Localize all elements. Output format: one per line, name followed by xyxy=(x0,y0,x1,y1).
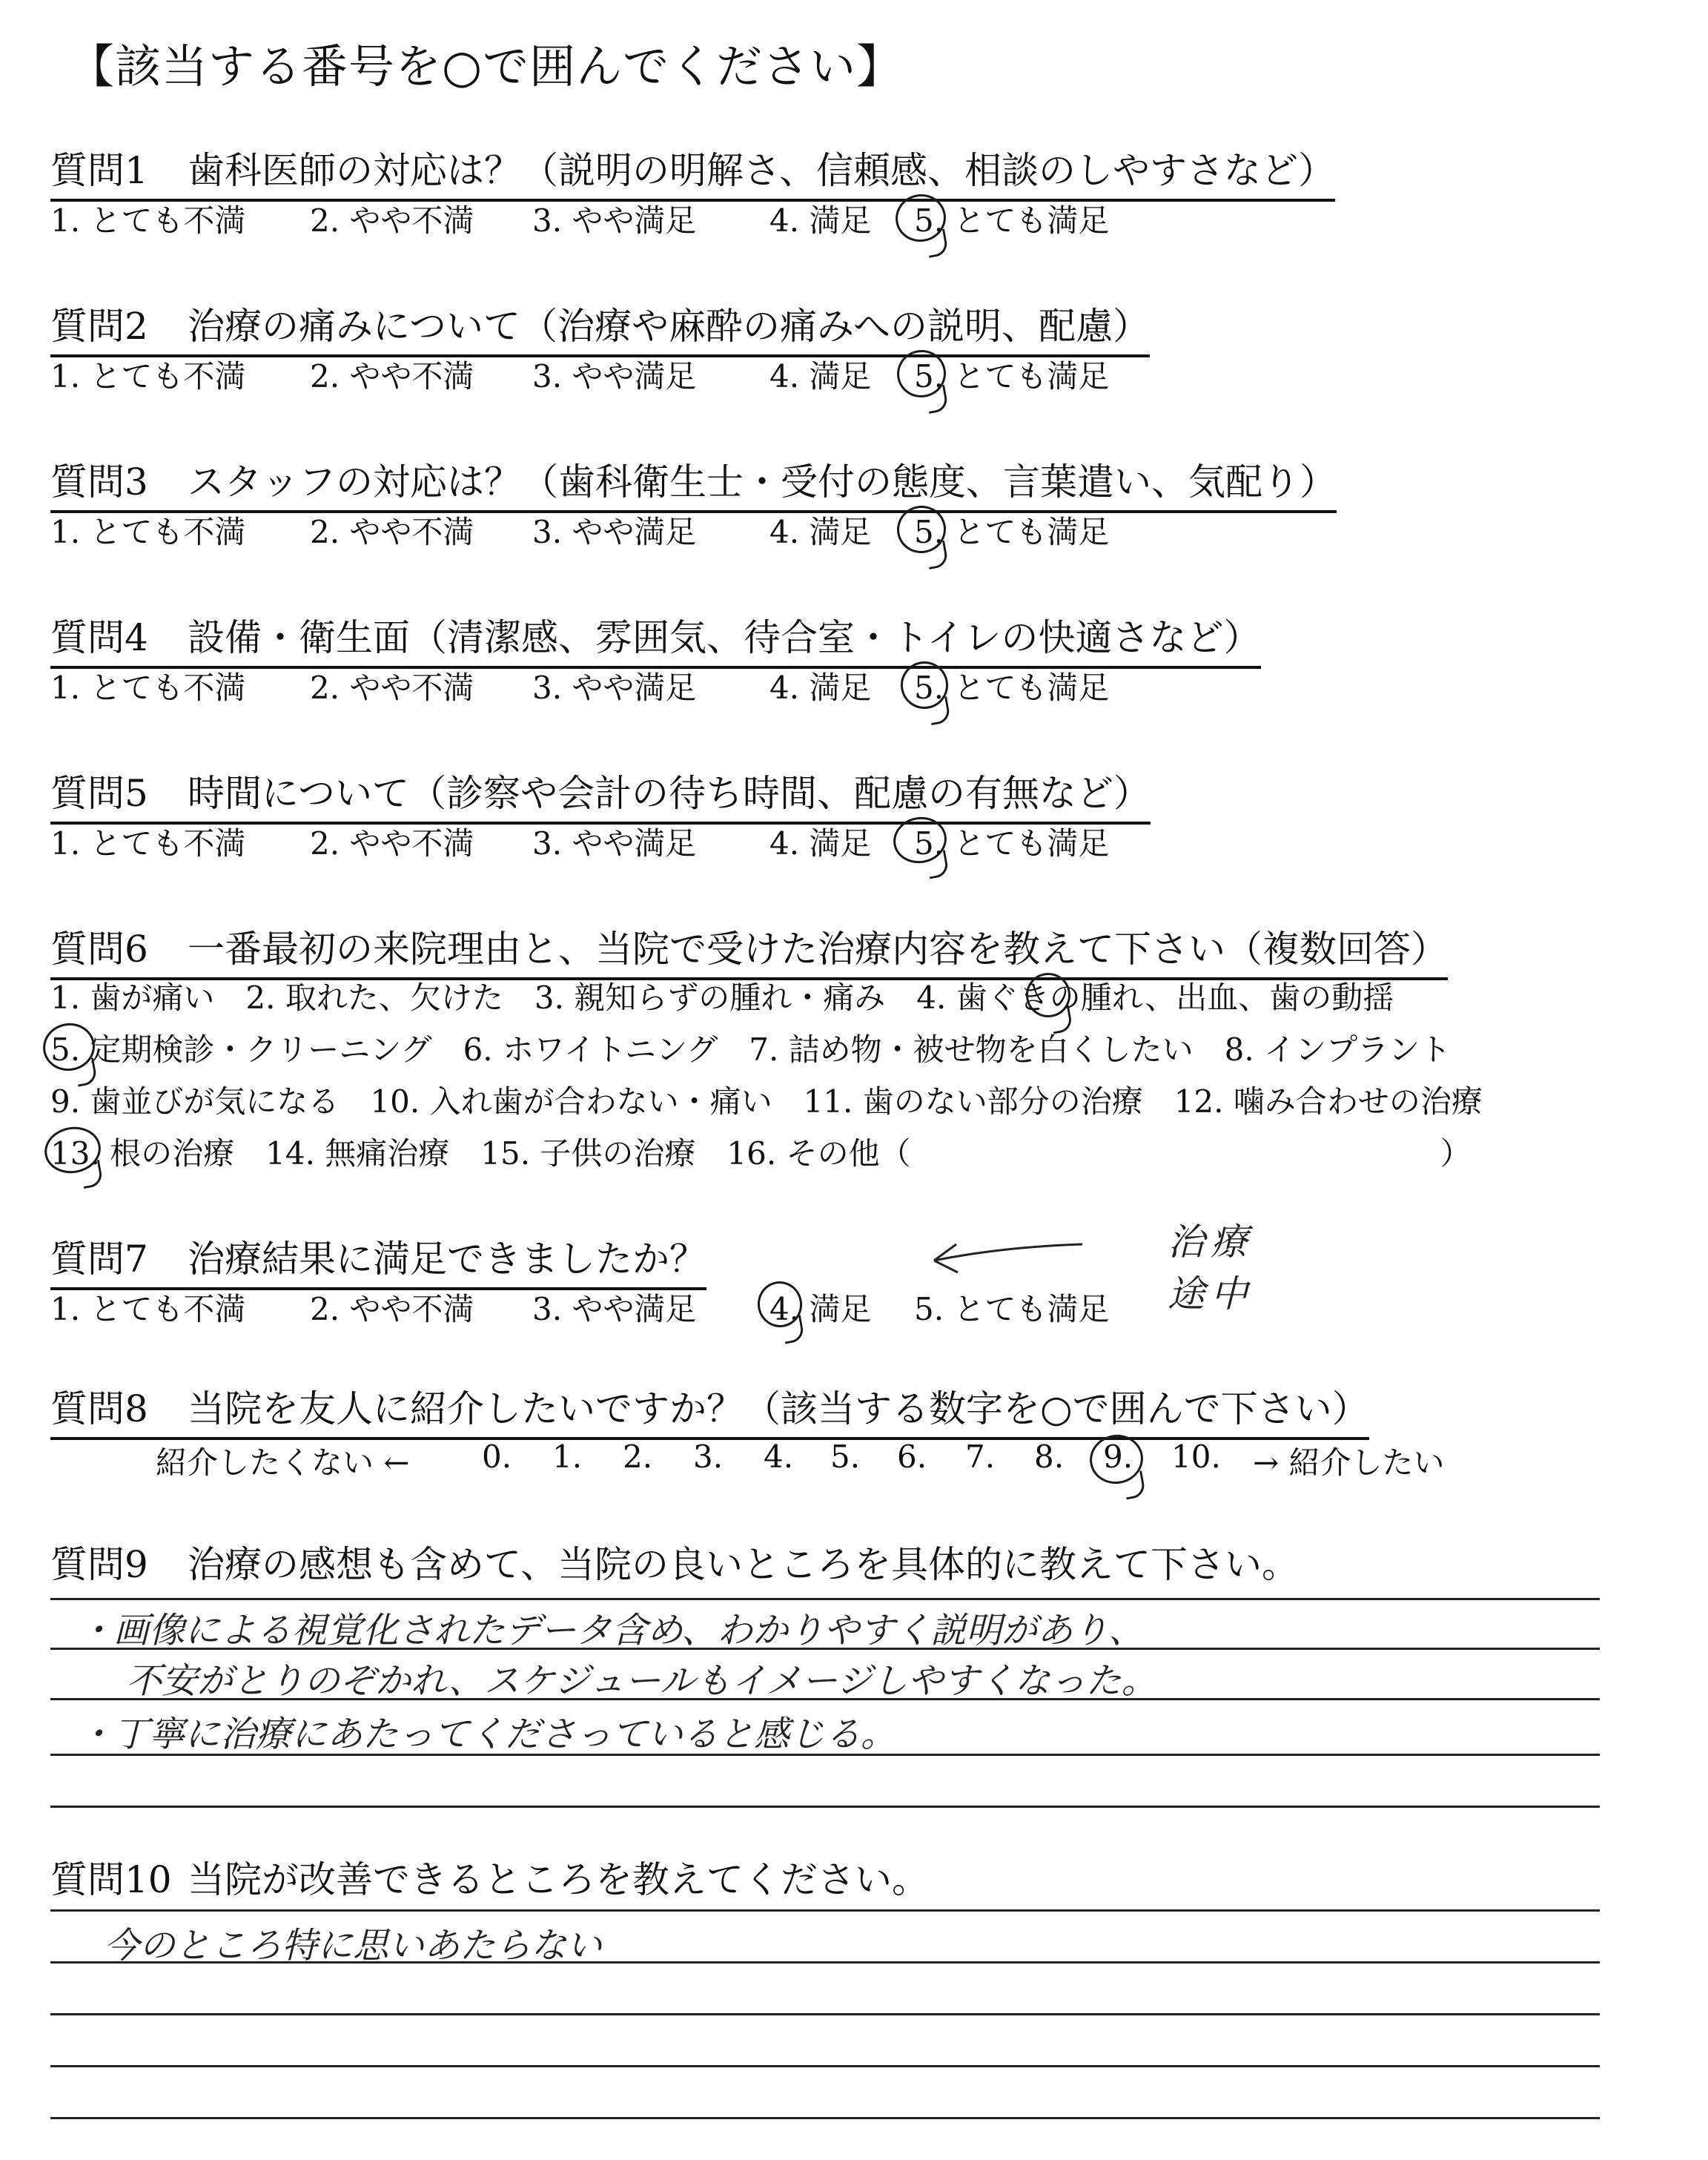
question-2-number: 質問2 xyxy=(50,305,148,348)
question-3-text: スタッフの対応は？（歯科衛生士・受付の態度、言葉遣い、気配り） xyxy=(188,460,1337,503)
question-8-text: 当院を友人に紹介したいですか？（該当する数字を○で囲んで下さい） xyxy=(188,1387,1369,1430)
question-9-text: 治療の感想も含めて、当院の良いところを具体的に教えて下さい。 xyxy=(188,1543,1299,1586)
q8-left-label: 紹介したくない ← xyxy=(156,1444,410,1481)
q4-option-4[interactable]: 4. 満足 xyxy=(769,670,872,706)
question-4-heading xyxy=(50,608,1261,669)
q8-number-6[interactable]: 6. xyxy=(897,1439,927,1475)
q7-option-5[interactable]: 5. とても満足 xyxy=(914,1291,1110,1327)
q2-option-2[interactable]: 2. やや不満 xyxy=(310,358,474,394)
question-7-heading xyxy=(50,1229,706,1290)
question-5-heading xyxy=(50,764,1151,825)
q5-option-3[interactable]: 3. やや満足 xyxy=(532,825,697,862)
q8-number-3[interactable]: 3. xyxy=(693,1439,724,1475)
q9-line-5 xyxy=(50,1806,1600,1808)
question-9-number: 質問9 xyxy=(50,1543,148,1586)
q1-option-5[interactable]: 5. とても満足 xyxy=(914,202,1110,239)
q1-option-4[interactable]: 4. 満足 xyxy=(769,202,872,239)
question-1-text: 歯科医師の対応は？（説明の明解さ、信頼感、相談のしやすさなど） xyxy=(188,149,1335,192)
q9-line-1 xyxy=(50,1598,1600,1600)
question-4-text: 設備・衛生面（清潔感、雰囲気、待合室・トイレの快適さなど） xyxy=(188,616,1261,659)
question-10-heading xyxy=(50,1850,929,1903)
q8-number-8[interactable]: 8. xyxy=(1034,1439,1065,1475)
q7-handwritten-note: 治療途中 xyxy=(1168,1221,1254,1315)
q7-option-3[interactable]: 3. やや満足 xyxy=(532,1291,697,1327)
q4-option-5[interactable]: 5. とても満足 xyxy=(914,670,1110,706)
question-1-number: 質問1 xyxy=(50,149,148,192)
q10-answer: 今のところ特に思いあたらない xyxy=(104,1925,603,1966)
page-title: 【該当する番号を○で囲んでください】 xyxy=(68,39,904,93)
q8-right-label: → 紹介したい xyxy=(1253,1444,1445,1481)
q1-option-2[interactable]: 2. やや不満 xyxy=(310,202,474,239)
q4-option-1[interactable]: 1. とても不満 xyxy=(50,670,246,706)
q3-option-1[interactable]: 1. とても不満 xyxy=(50,514,246,550)
q9-answer-line-1: ・画像による視覚化されたデータ含め、わかりやすく説明があり、 xyxy=(78,1610,1145,1651)
question-3-number: 質問3 xyxy=(50,460,148,503)
q8-number-4[interactable]: 4. xyxy=(764,1439,794,1475)
q2-option-5[interactable]: 5. とても満足 xyxy=(914,358,1110,394)
q9-answer-line-3: ・丁寧に治療にあたってくださっていると感じる。 xyxy=(78,1714,897,1755)
q10-line-5 xyxy=(50,2117,1600,2119)
question-10-text: 当院が改善できるところを教えてください。 xyxy=(188,1858,929,1901)
question-6-number: 質問6 xyxy=(50,928,148,971)
q8-number-1[interactable]: 1. xyxy=(552,1439,583,1475)
question-8-number: 質問8 xyxy=(50,1387,148,1430)
q3-option-3[interactable]: 3. やや満足 xyxy=(532,514,697,550)
question-3-heading xyxy=(50,452,1337,513)
q5-option-4[interactable]: 4. 満足 xyxy=(769,825,872,862)
q6-options-row-2[interactable]: 5. 定期検診・クリーニング 6. ホワイトニング 7. 詰め物・被せ物を白くしたい 8. インプラント xyxy=(50,1031,1452,1068)
q2-option-4[interactable]: 4. 満足 xyxy=(769,358,872,394)
q8-number-7[interactable]: 7. xyxy=(965,1439,996,1475)
q5-option-2[interactable]: 2. やや不満 xyxy=(310,825,474,862)
q1-option-1[interactable]: 1. とても不満 xyxy=(50,202,246,239)
q7-option-2[interactable]: 2. やや不満 xyxy=(310,1291,474,1327)
q10-line-3 xyxy=(50,2013,1600,2015)
q3-option-5[interactable]: 5. とても満足 xyxy=(914,514,1110,550)
question-7-text: 治療結果に満足できましたか？ xyxy=(188,1238,706,1281)
q3-option-4[interactable]: 4. 満足 xyxy=(769,514,872,550)
q6-options-row-4[interactable]: 13. 根の治療 14. 無痛治療 15. 子供の治療 16. その他（ ） xyxy=(50,1135,1472,1172)
q10-line-1 xyxy=(50,1909,1600,1912)
question-2-heading xyxy=(50,297,1150,357)
q8-number-10[interactable]: 10. xyxy=(1171,1439,1221,1475)
question-8-heading xyxy=(50,1379,1369,1440)
q4-option-2[interactable]: 2. やや不満 xyxy=(310,670,474,706)
q9-answer-line-2: 不安がとりのぞかれ、スケジュールもイメージしやすくなった。 xyxy=(126,1660,1157,1702)
q1-option-3[interactable]: 3. やや満足 xyxy=(532,202,697,239)
q7-option-4[interactable]: 4. 満足 xyxy=(769,1291,872,1327)
question-1-heading xyxy=(50,141,1335,202)
question-4-number: 質問4 xyxy=(50,616,148,659)
question-5-number: 質問5 xyxy=(50,772,148,815)
q7-arrow-icon xyxy=(927,1231,1090,1275)
q8-number-9[interactable]: 9. xyxy=(1103,1439,1133,1475)
question-6-text: 一番最初の来院理由と、当院で受けた治療内容を教えて下さい（複数回答） xyxy=(188,928,1448,971)
q10-line-4 xyxy=(50,2065,1600,2067)
q4-option-3[interactable]: 3. やや満足 xyxy=(532,670,697,706)
q8-number-2[interactable]: 2. xyxy=(623,1439,653,1475)
q3-option-2[interactable]: 2. やや不満 xyxy=(310,514,474,550)
q6-options-row-3[interactable]: 9. 歯並びが気になる 10. 入れ歯が合わない・痛い 11. 歯のない部分の治療 12. 噛み合わせの治療 xyxy=(50,1083,1483,1120)
q8-number-0[interactable]: 0. xyxy=(482,1439,512,1475)
question-2-text: 治療の痛みについて（治療や麻酔の痛みへの説明、配慮） xyxy=(188,305,1150,348)
q7-option-1[interactable]: 1. とても不満 xyxy=(50,1291,246,1327)
q8-number-5[interactable]: 5. xyxy=(830,1439,861,1475)
q5-option-5[interactable]: 5. とても満足 xyxy=(914,825,1110,862)
question-6-heading xyxy=(50,919,1448,980)
question-5-text: 時間について（診察や会計の待ち時間、配慮の有無など） xyxy=(188,772,1151,815)
q5-option-1[interactable]: 1. とても不満 xyxy=(50,825,246,862)
question-10-number: 質問10 xyxy=(50,1858,172,1901)
question-7-number: 質問7 xyxy=(50,1238,148,1281)
q2-option-3[interactable]: 3. やや満足 xyxy=(532,358,697,394)
q6-options-row-1[interactable]: 1. 歯が痛い 2. 取れた、欠けた 3. 親知らずの腫れ・痛み 4. 歯ぐきの腫れ、出血、歯の動揺 xyxy=(50,980,1394,1016)
q2-option-1[interactable]: 1. とても不満 xyxy=(50,358,246,394)
question-9-heading xyxy=(50,1535,1299,1588)
